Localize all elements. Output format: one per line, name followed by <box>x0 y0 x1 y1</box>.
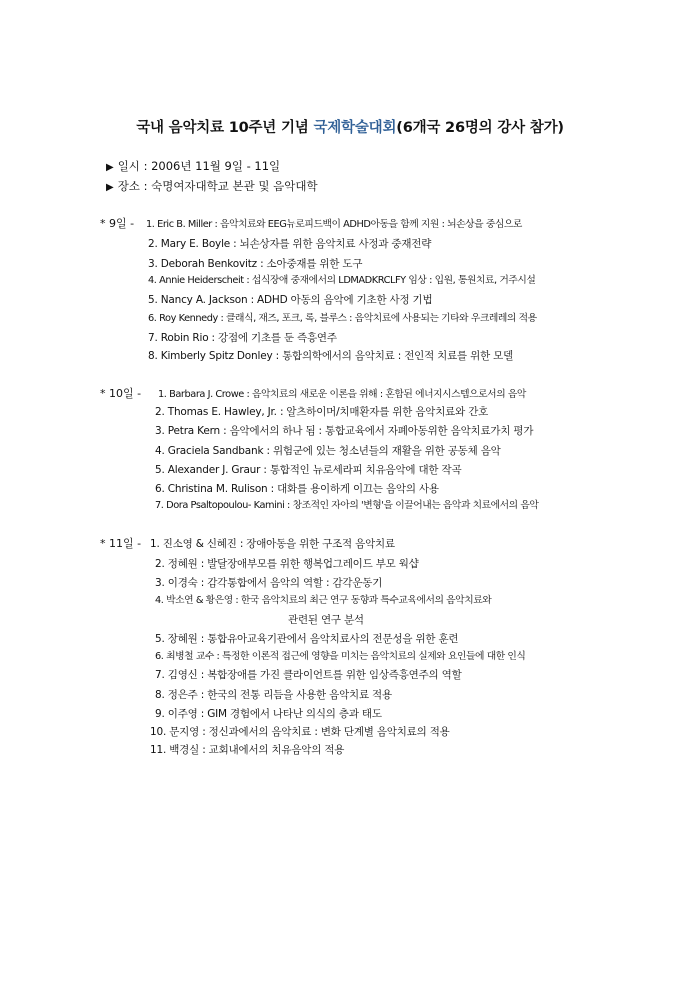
list-item: 관련된 연구 분석 <box>288 614 364 626</box>
place-text: 장소 : 숙명여자대학교 본관 및 음악대학 <box>117 179 318 193</box>
list-item: 6. 최병철 교수 : 특정한 이론적 접근에 영향을 미치는 음악치료의 실제와 요인들에 대한 인식 <box>155 651 526 662</box>
list-item: 11. 백경실 : 교회내에서의 치유음악의 적용 <box>150 744 345 756</box>
list-item: 5. 장혜원 : 통합유아교육기관에서 음악치료사의 전문성을 위한 훈련 <box>155 633 459 645</box>
info-place <box>106 178 318 194</box>
list-item: 1. 진소영 & 신혜진 : 장애아동을 위한 구조적 음악치료 <box>150 538 395 550</box>
page-title <box>0 116 700 137</box>
session-label-day10: * 10일 - <box>100 387 142 400</box>
list-item: 9. 이주영 : GIM 경험에서 나타난 의식의 층과 태도 <box>155 708 382 720</box>
list-item: 1. Eric B. Miller : 음악치료와 EEG뉴로피드백이 ADHD아동을 함께 지원 : 뇌손상을 중심으로 <box>146 219 522 230</box>
title-prefix: 국내 음악치료 10주년 기념 <box>136 120 314 136</box>
list-item: 6. Christina M. Rulison : 대화를 용이하게 이끄는 음악의 사용 <box>155 483 439 495</box>
list-item: 5. Alexander J. Graur : 통합적인 뉴로세라피 치유음악에 대한 작곡 <box>155 464 462 476</box>
session-label-day9: * 9일 - <box>100 217 135 230</box>
list-item: 1. Barbara J. Crowe : 음악치료의 새로운 이론을 위해 : 혼합된 에너지시스템으로서의 음악 <box>158 389 526 400</box>
list-item: 7. Robin Rio : 강점에 기초를 둔 즉흥연주 <box>148 332 337 344</box>
list-item: 2. 정혜원 : 발달장애부모를 위한 행복업그레이드 부모 웍샵 <box>155 558 419 570</box>
title-highlight: 국제학술대회 <box>313 120 397 136</box>
info-date <box>106 158 280 174</box>
list-item: 2. Thomas E. Hawley, Jr. : 알츠하이머/치매환자를 위한 음악치료와 간호 <box>155 406 489 418</box>
list-item: 10. 문지영 : 정신과에서의 음악치료 : 변화 단계별 음악치료의 적용 <box>150 726 450 738</box>
list-item: 5. Nancy A. Jackson : ADHD 아동의 음악에 기초한 사정 기법 <box>148 294 433 306</box>
list-item: 8. 정은주 : 한국의 전통 리듬을 사용한 음악치료 적용 <box>155 689 392 701</box>
bullet-icon: ▶ <box>106 182 114 193</box>
list-item: 7. Dora Psaltopoulou- Kamini : 창조적인 자아의 '변형'을 이끌어내는 음악과 치료에서의 음악 <box>155 500 539 511</box>
list-item: 4. Graciela Sandbank : 위험군에 있는 청소년들의 재활을 위한 공동체 음악 <box>155 445 501 457</box>
list-item: 4. Annie Heiderscheit : 섭식장애 중재에서의 LDMADKRCLFY 임상 : 입원, 통원치료, 거주시설 <box>148 275 536 286</box>
list-item: 4. 박소연 & 황은영 : 한국 음악치료의 최근 연구 동향과 특수교육에서의 음악치료와 <box>155 595 492 606</box>
date-text: 일시 : 2006년 11월 9일 - 11일 <box>117 159 281 173</box>
list-item: 3. Petra Kern : 음악에서의 하나 됨 : 통합교육에서 자폐아동위한 음악치료가치 평가 <box>155 425 534 437</box>
session-label-day11: * 11일 - <box>100 537 142 550</box>
list-item: 3. 이경숙 : 감각통합에서 음악의 역할 : 감각운동기 <box>155 577 383 589</box>
list-item: 7. 김영신 : 복합장애를 가진 클라이언트를 위한 임상즉흥연주의 역할 <box>155 669 462 681</box>
list-item: 8. Kimberly Spitz Donley : 통합의학에서의 음악치료 : 전인적 치료를 위한 모델 <box>148 350 514 362</box>
list-item: 6. Roy Kennedy : 클래식, 재즈, 포크, 록, 블루스 : 음악치료에 사용되는 기타와 우크레레의 적용 <box>148 313 537 324</box>
list-item: 2. Mary E. Boyle : 뇌손상자를 위한 음악치료 사정과 중재전략 <box>148 238 432 250</box>
title-suffix: (6개국 26명의 강사 참가) <box>396 120 564 136</box>
list-item: 3. Deborah Benkovitz : 소아중재를 위한 도구 <box>148 258 363 270</box>
bullet-icon: ▶ <box>106 162 114 173</box>
